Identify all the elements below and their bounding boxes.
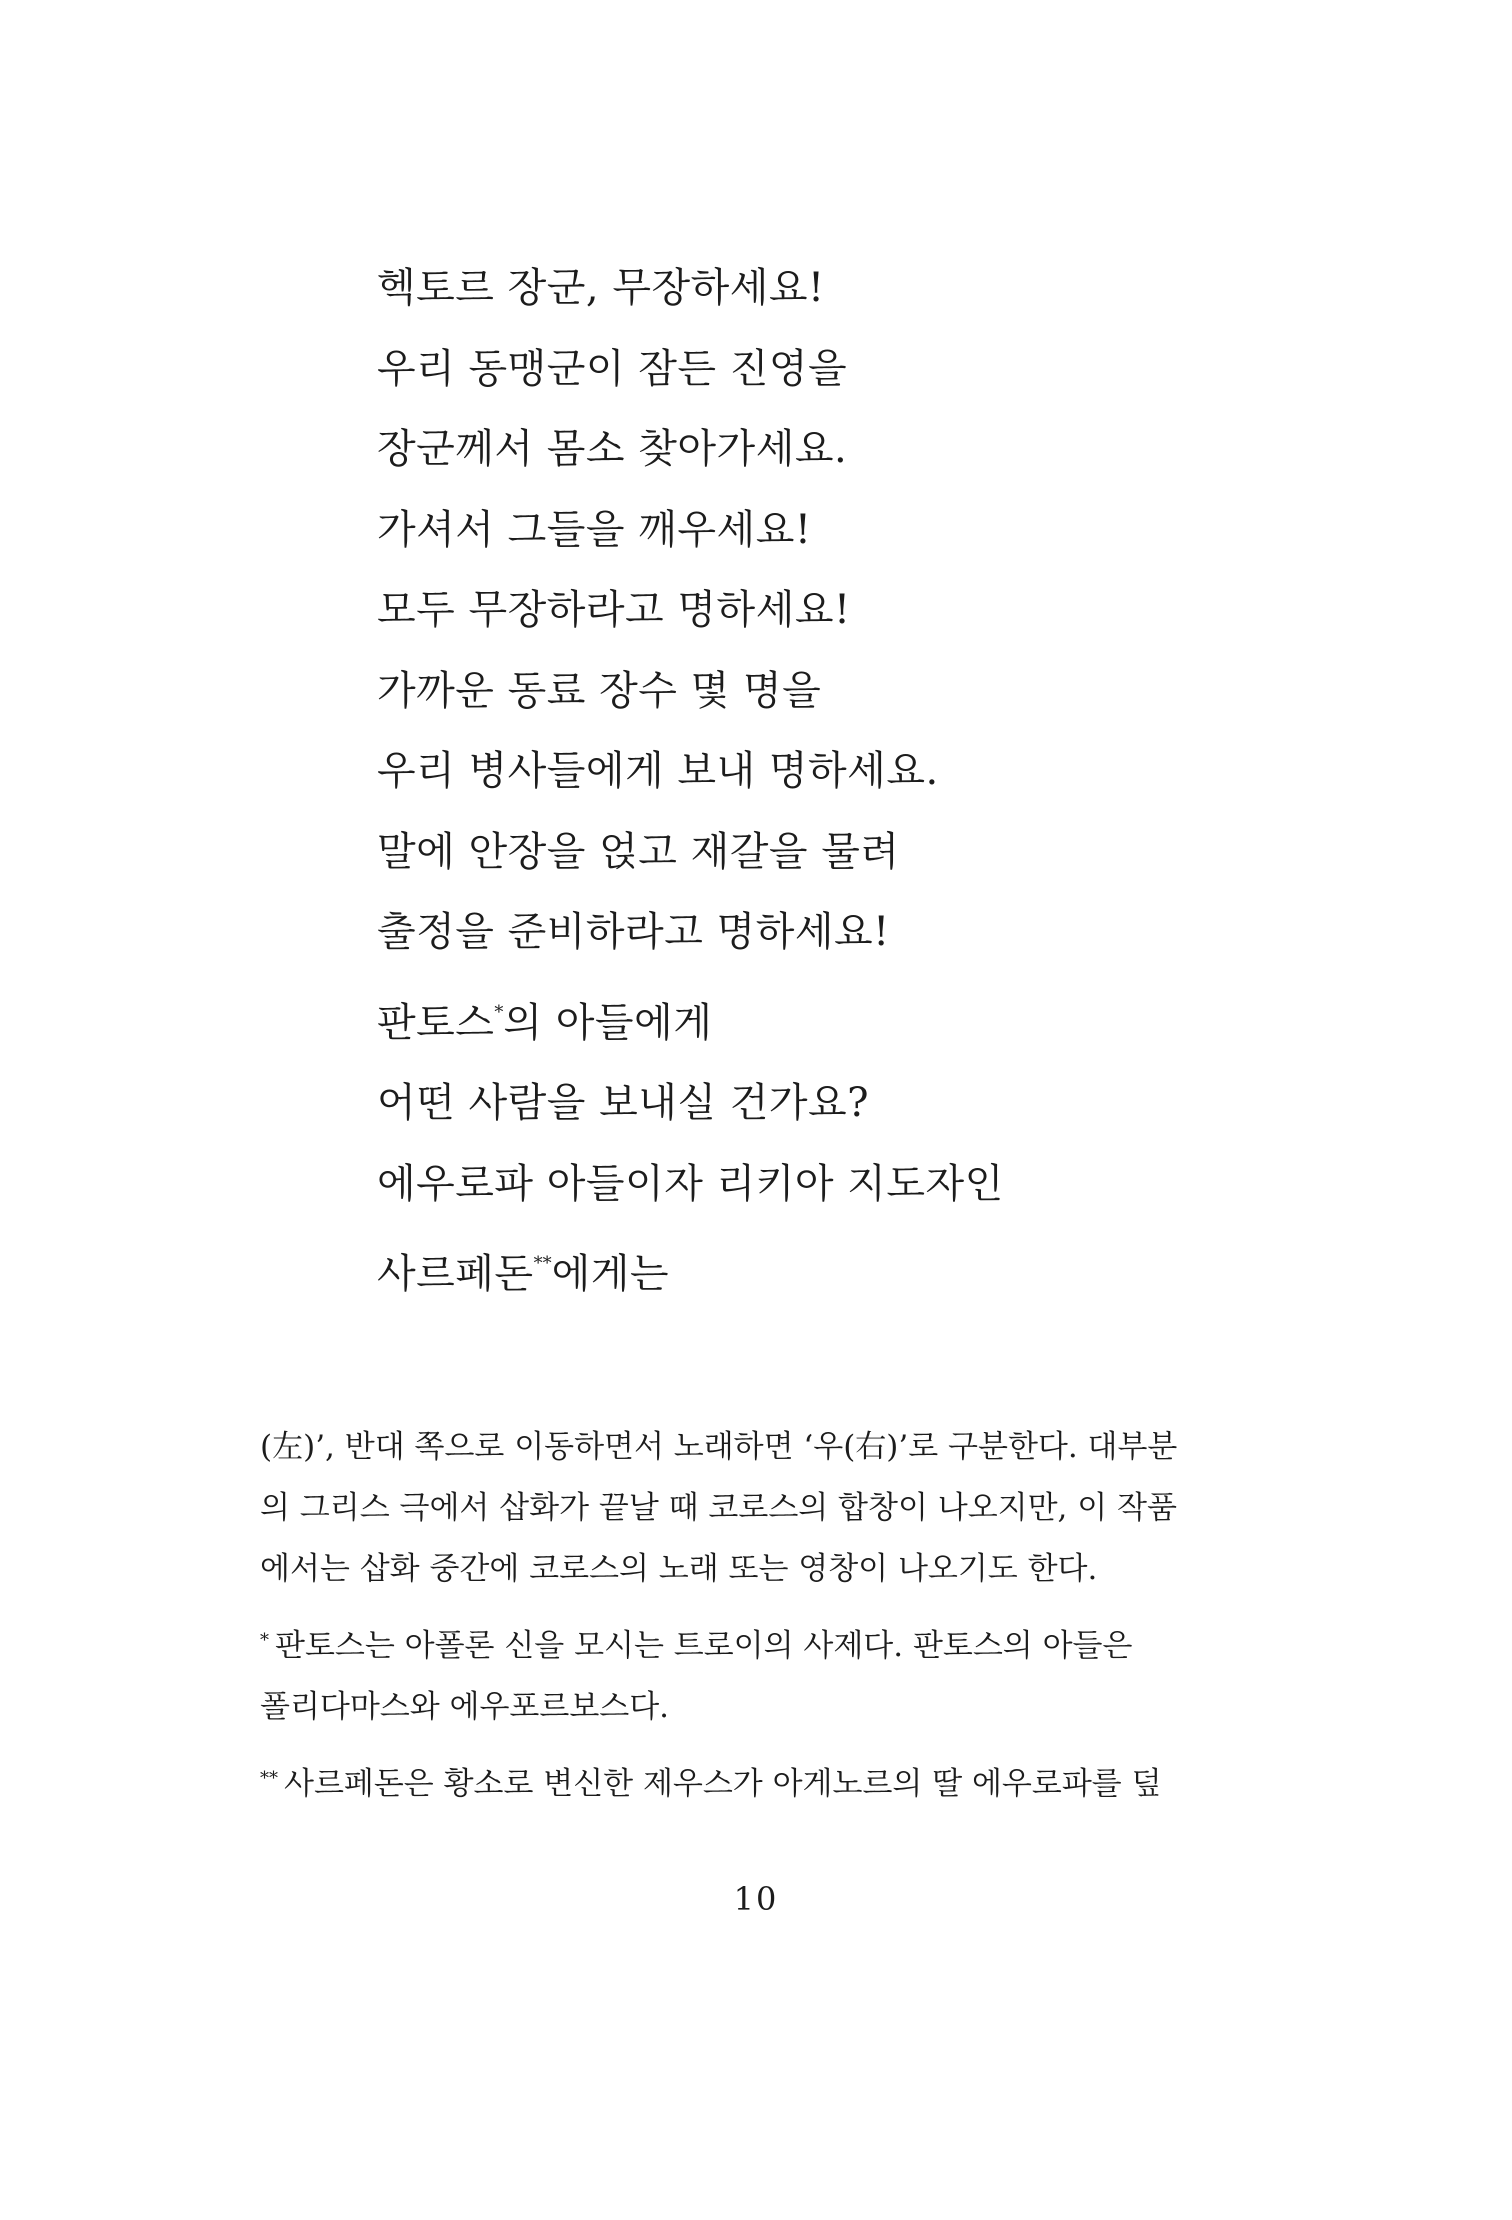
footnote-text: 사르페돈은 황소로 변신한 제우스가 아게노르의 딸 에우로파를 덮 (284, 1766, 1162, 1802)
footnote-line: 의 그리스 극에서 삽화가 끝날 때 코로스의 합창이 나오지만, 이 작품 (260, 1490, 1177, 1526)
poem-line-pantos (377, 973, 1377, 1064)
poem-text: 에게는 (551, 1251, 669, 1297)
footnote-mark: * (260, 1630, 269, 1651)
poem-line-sarpedon (377, 1224, 1377, 1315)
poem-line: 출정을 준비하라고 명하세요! (377, 909, 890, 955)
poem-line: 우리 동맹군이 잠든 진영을 (377, 345, 848, 392)
footnote-text: 판토스는 아폴론 신을 모시는 트로이의 사제다. 판토스의 아들은 (275, 1628, 1133, 1664)
footnote-continuation (260, 1417, 1260, 1600)
footnotes-section (260, 1417, 1260, 1825)
poem-line: 가까운 동료 장수 몇 명을 (377, 667, 822, 714)
footnote-line: 폴리다마스와 에우포르보스다. (260, 1689, 670, 1725)
footnote-line: 에서는 삽화 중간에 코로스의 노래 또는 영창이 나오기도 한다. (260, 1551, 1098, 1587)
footnote-mark: ** (260, 1768, 278, 1789)
poem-text: 판토스 (377, 999, 495, 1046)
poem-text: 사르페돈 (377, 1251, 534, 1297)
footnote-line (260, 1748, 1260, 1815)
poem-line: 우리 병사들에게 보내 명하세요. (377, 748, 939, 794)
footnote-reference-mark: ** (533, 1253, 552, 1274)
footnote-reference-mark: * (494, 1001, 504, 1023)
poem-line: 장군께서 몸소 찾아가세요. (377, 426, 848, 472)
poem-line: 모두 무장하라고 명하세요! (377, 587, 851, 633)
poem-text: 의 아들에게 (503, 999, 713, 1046)
poem-line: 에우로파 아들이자 리키아 지도자인 (377, 1160, 1004, 1207)
footnote-line (260, 1610, 1260, 1677)
poem-line: 헥토르 장군, 무장하세요! (377, 265, 825, 311)
footnote-pantos (260, 1610, 1260, 1738)
poem-block (377, 248, 1377, 1315)
footnote-sarpedon (260, 1748, 1260, 1815)
footnote-line: (左)’, 반대 쪽으로 이동하면서 노래하면 ‘우(右)’로 구분한다. 대부분 (260, 1429, 1178, 1465)
poem-line: 말에 안장을 얹고 재갈을 물려 (377, 828, 900, 875)
poem-line: 어떤 사람을 보내실 건가요? (377, 1080, 870, 1126)
page-number: 10 (733, 1880, 779, 1918)
poem-line: 가셔서 그들을 깨우세요! (377, 506, 812, 553)
